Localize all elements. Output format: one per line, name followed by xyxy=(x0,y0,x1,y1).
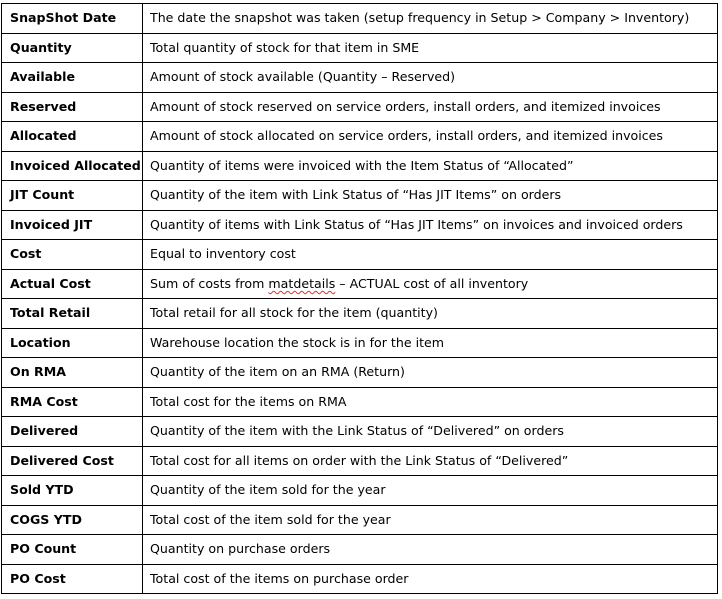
field-description: Amount of stock available (Quantity – Reserved) xyxy=(143,63,718,93)
field-description: Total cost for all items on order with the Link Status of “Delivered” xyxy=(143,446,718,476)
table-row xyxy=(2,417,718,447)
table-row xyxy=(2,122,718,152)
table-row xyxy=(2,358,718,388)
field-name: Reserved xyxy=(2,92,143,122)
field-description: Amount of stock allocated on service orders, install orders, and itemized invoices xyxy=(143,122,718,152)
field-name: Cost xyxy=(2,240,143,270)
field-name: Invoiced JIT xyxy=(2,210,143,240)
field-description: Quantity of items were invoiced with the Item Status of “Allocated” xyxy=(143,151,718,181)
field-name: PO Cost xyxy=(2,564,143,594)
spellcheck-flagged-word: matdetails xyxy=(268,275,336,291)
field-description: Quantity of items with Link Status of “Has JIT Items” on invoices and invoiced orders xyxy=(143,210,718,240)
field-description: Quantity of the item on an RMA (Return) xyxy=(143,358,718,388)
field-name: PO Count xyxy=(2,535,143,565)
table-row xyxy=(2,92,718,122)
field-name: COGS YTD xyxy=(2,505,143,535)
field-name: JIT Count xyxy=(2,181,143,211)
field-name: Delivered xyxy=(2,417,143,447)
description-text-part: Sum of costs from xyxy=(150,275,269,291)
field-name: Invoiced Allocated xyxy=(2,151,143,181)
table-row xyxy=(2,564,718,594)
field-description: Quantity of the item with Link Status of “Has JIT Items” on orders xyxy=(143,181,718,211)
field-description: Quantity of the item sold for the year xyxy=(143,476,718,506)
table-row xyxy=(2,33,718,63)
field-description xyxy=(143,269,718,299)
field-name: Quantity xyxy=(2,33,143,63)
table-row xyxy=(2,446,718,476)
field-description: Total cost of the item sold for the year xyxy=(143,505,718,535)
table-row xyxy=(2,181,718,211)
field-description: Quantity of the item with the Link Status of “Delivered” on orders xyxy=(143,417,718,447)
table-row xyxy=(2,4,718,34)
field-description: Quantity on purchase orders xyxy=(143,535,718,565)
description-text-part: – ACTUAL cost of all inventory xyxy=(335,275,529,291)
table-row xyxy=(2,151,718,181)
table-row xyxy=(2,299,718,329)
field-name: Sold YTD xyxy=(2,476,143,506)
table-row xyxy=(2,535,718,565)
field-description: Warehouse location the stock is in for the item xyxy=(143,328,718,358)
table-row xyxy=(2,269,718,299)
field-name: Delivered Cost xyxy=(2,446,143,476)
field-description: Total cost of the items on purchase order xyxy=(143,564,718,594)
field-name: SnapShot Date xyxy=(2,4,143,34)
field-description: Total retail for all stock for the item (quantity) xyxy=(143,299,718,329)
table-row xyxy=(2,505,718,535)
field-description: Amount of stock reserved on service orders, install orders, and itemized invoices xyxy=(143,92,718,122)
field-name: Location xyxy=(2,328,143,358)
table-row xyxy=(2,240,718,270)
field-description: Equal to inventory cost xyxy=(143,240,718,270)
field-name: Available xyxy=(2,63,143,93)
table-row xyxy=(2,476,718,506)
field-name: Allocated xyxy=(2,122,143,152)
field-description: The date the snapshot was taken (setup frequency in Setup > Company > Inventory) xyxy=(143,4,718,34)
field-name: On RMA xyxy=(2,358,143,388)
table-row xyxy=(2,328,718,358)
table-row xyxy=(2,210,718,240)
table-row xyxy=(2,387,718,417)
field-name: Actual Cost xyxy=(2,269,143,299)
field-glossary-table xyxy=(1,3,718,594)
field-description: Total quantity of stock for that item in SME xyxy=(143,33,718,63)
field-name: RMA Cost xyxy=(2,387,143,417)
field-description: Total cost for the items on RMA xyxy=(143,387,718,417)
table-row xyxy=(2,63,718,93)
field-name: Total Retail xyxy=(2,299,143,329)
